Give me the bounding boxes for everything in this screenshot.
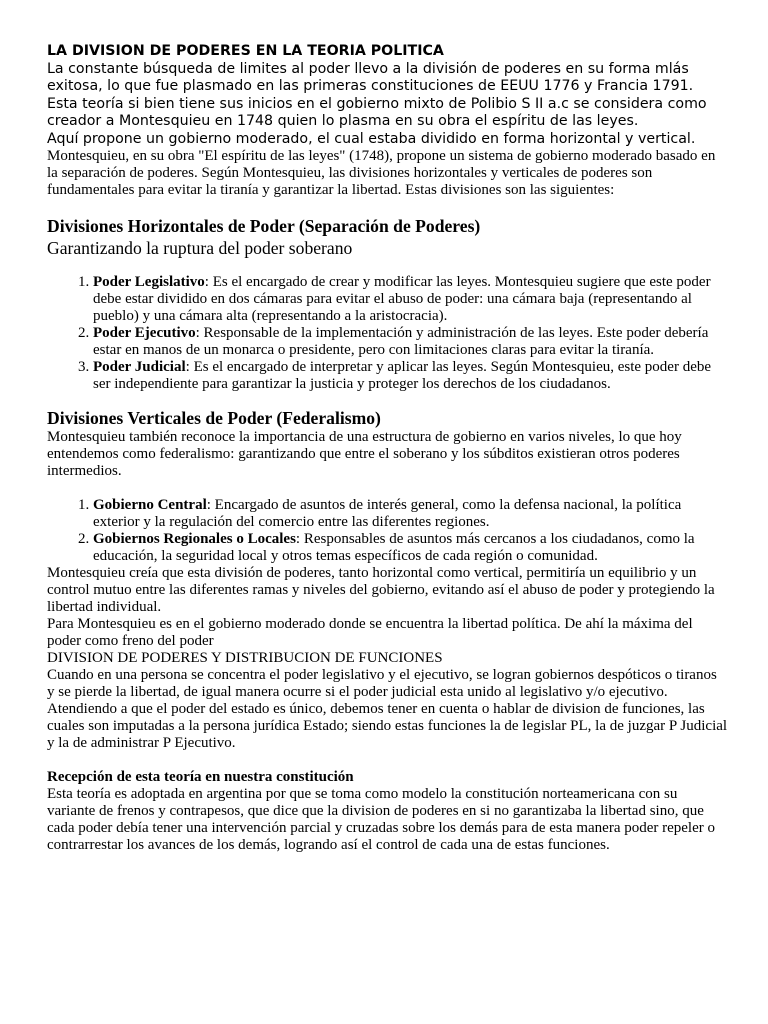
intro-line: creador a Montesquieu en 1748 quien lo plasma en su obra el espíritu de las leyes. xyxy=(47,113,639,129)
desc-gobierno-central: : Encargado de asuntos de interés general, como la defensa nacional, la política exterior y la regulación del comercio entre las diferentes regiones. xyxy=(93,497,682,530)
horizontal-list xyxy=(47,274,728,393)
vertical-heading: Divisiones Verticales de Poder (Federalismo) xyxy=(47,408,381,428)
intro-line: Esta teoría si bien tiene sus inicios en el gobierno mixto de Polibio S II a.c se considera como xyxy=(47,95,707,112)
term-ejecutivo: Poder Ejecutivo xyxy=(93,325,196,341)
intro-line: La constante búsqueda de limites al poder llevo a la división de poderes en su forma mlás xyxy=(47,60,689,77)
term-gobiernos-regionales: Gobiernos Regionales o Locales xyxy=(93,531,296,547)
list-item-gobierno-central xyxy=(93,497,728,531)
term-judicial: Poder Judicial xyxy=(93,359,186,375)
list-item-legislativo xyxy=(93,274,728,325)
desc-legislativo: : Es el encargado de crear y modificar las leyes. Montesquieu sugiere que este poder debe estar dividido en dos cámaras para evitar el abuso de poder: una cámara baja (representando al pueblo) y una cámara alta (representando a la aristocracia). xyxy=(93,274,711,324)
horizontal-subheading: Garantizando la ruptura del poder soberano xyxy=(47,238,353,258)
intro-line: exitosa, lo que fue plasmado en las primeras constituciones de EEUU 1776 y Francia 1791. xyxy=(47,78,694,94)
intro-block xyxy=(47,43,728,148)
horizontal-heading: Divisiones Horizontales de Poder (Separación de Poderes) xyxy=(47,216,481,236)
reception-heading: Recepción de esta teoría en nuestra constitución xyxy=(47,769,354,785)
maxima-paragraph: Para Montesquieu es en el gobierno moderado donde se encuentra la libertad política. De ahí la máxima del poder como freno del poder xyxy=(47,616,693,649)
term-gobierno-central: Gobierno Central xyxy=(93,497,207,513)
equilibrio-paragraph: Montesquieu creía que esta división de poderes, tanto horizontal como vertical, permitiría un equilibrio y un control mutuo entre las diferentes ramas y niveles del gobierno, evitando así el abuso de poder y protegiendo la libertad individual. xyxy=(47,565,715,615)
section-heading: DIVISION DE PODERES Y DISTRIBUCION DE FUNCIONES xyxy=(47,650,443,666)
desc-judicial: : Es el encargado de interpretar y aplicar las leyes. Según Montesquieu, este poder debe ser independiente para garantizar la justicia y proteger los derechos de los ciudadanos. xyxy=(93,359,712,392)
list-item-gobiernos-regionales xyxy=(93,531,728,565)
funciones-paragraph: Cuando en una persona se concentra el poder legislativo y el ejecutivo, se logran gobiernos despóticos o tiranos y se pierde la libertad, de igual manera ocurre si el poder judicial esta unido al legislativo y/o ejecutivo. Atendiendo a que el poder del estado es único, debemos tener en cuenta o hablar de division de funciones, las cuales son imputadas a la persona jurídica Estado; siendo estas funciones la de legislar PL, la de juzgar P Judicial y la de administrar P Ejecutivo. xyxy=(47,667,728,751)
vertical-paragraph: Montesquieu también reconoce la importancia de una estructura de gobierno en varios niveles, lo que hoy entendemos como federalismo: garantizando que entre el soberano y los súbditos existieran otros poderes intermedios. xyxy=(47,429,682,479)
reception-paragraph: Esta teoría es adoptada en argentina por que se toma como modelo la constitución norteamericana con su variante de frenos y contrapesos, que dice que la division de poderes en si no garantizaba la libertad sino, que cada poder debía tener una intervención parcial y cruzadas sobre los demás para de esta manera poder repeler o contrarrestar los avances de los demás, logrando así el control de cada una de estas funciones. xyxy=(47,786,716,853)
desc-gobiernos-regionales: : Responsables de asuntos más cercanos a los ciudadanos, como la educación, la seguridad local y otros temas específicos de cada región o comunidad. xyxy=(93,531,695,564)
list-item-ejecutivo xyxy=(93,325,728,359)
vertical-list xyxy=(47,497,728,565)
list-item-judicial xyxy=(93,359,728,393)
desc-ejecutivo: : Responsable de la implementación y administración de las leyes. Este poder debería estar en manos de un monarca o presidente, pero con limitaciones claras para evitar la tiranía. xyxy=(93,325,709,358)
intro-line: Aquí propone un gobierno moderado, el cual estaba dividido en forma horizontal y vertical. xyxy=(47,130,696,147)
term-legislativo: Poder Legislativo xyxy=(93,274,205,290)
intro-paragraph: Montesquieu, en su obra "El espíritu de las leyes" (1748), propone un sistema de gobierno moderado basado en la separación de poderes. Según Montesquieu, las divisiones horizontales y verticales de poderes son fundamentales para evitar la tiranía y garantizar la libertad. Estas divisiones son las siguientes: xyxy=(47,148,716,198)
document-title: LA DIVISION DE PODERES EN LA TEORIA POLITICA xyxy=(47,43,444,59)
